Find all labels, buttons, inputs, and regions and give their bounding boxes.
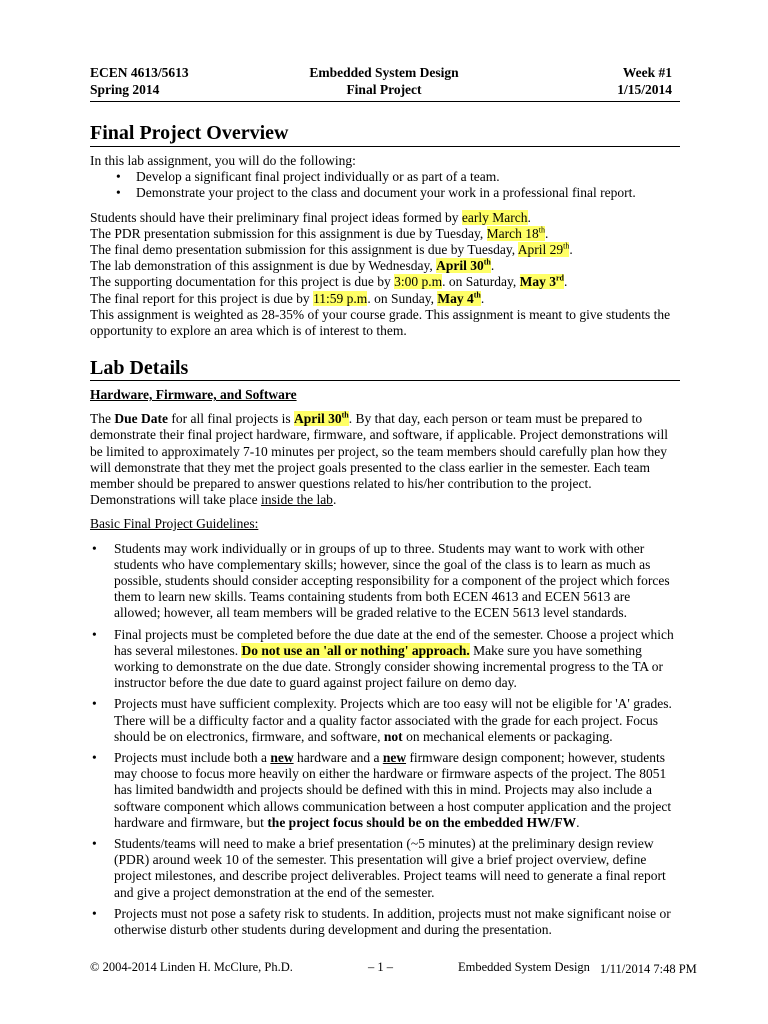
milestone-line: The lab demonstration of this assignment is due by Wednesday, April 30th. <box>90 257 495 274</box>
overview-bullet-list <box>90 169 680 201</box>
overview-heading: Final Project Overview <box>90 122 289 144</box>
footer-copyright: © 2004-2014 Linden H. McClure, Ph.D. <box>90 960 293 974</box>
lab-details-rule <box>90 380 680 381</box>
overview-rule <box>90 146 680 147</box>
milestone-line: The PDR presentation submission for this assignment is due by Tuesday, March 18th. <box>90 225 549 241</box>
guideline-item: • Projects must include both a new hardware and a new firmware design component; however, students may choose to focus more heavily on either the hardware or firmware aspects of the project. The 8051 has limited bandwidth and projects should be defined with this in mind. Projects may also include a software component which allows communication between a host computer application and the project hardware and firmware, but the project focus should be on the embedded HW/FW. <box>90 750 680 831</box>
guideline-item: • Projects must not pose a safety risk to students. In addition, projects must not make significant noise or otherwise disturb other students during development and during the presentation. <box>90 906 680 938</box>
overview-section <box>90 153 680 339</box>
guideline-item: • Students/teams will need to make a brief presentation (~5 minutes) at the preliminary design review (PDR) around week 10 of the semester. This presentation will give a brief project overview, define project milestones, and describe project deliverables. Project teams will need to generate a final report and give a project demonstration at the end of the semester. <box>90 836 680 901</box>
overview-intro: In this lab assignment, you will do the following: <box>90 153 356 168</box>
header-date: 1/15/2014 <box>617 82 672 97</box>
highlight: 11:59 p.m <box>313 290 368 306</box>
highlight: April 30th <box>436 257 491 274</box>
highlight: early March <box>461 209 528 225</box>
footer-course-title: Embedded System Design <box>458 960 590 974</box>
course-number: ECEN 4613/5613 <box>90 65 189 80</box>
lab-details-section <box>90 387 680 943</box>
weighting-text: This assignment is weighted as 28-35% of your course grade. This assignment is meant to give students the opportunity to explore an area which is of interest to them. <box>90 306 671 339</box>
overview-bullet: • Demonstrate your project to the class and document your work in a professional final report. <box>90 185 680 201</box>
milestone-line: The supporting documentation for this project is due by 3:00 p.m. on Saturday, May 3rd. <box>90 273 568 290</box>
overview-bullet: • Develop a significant final project individually or as part of a team. <box>90 169 680 185</box>
document-title: Final Project <box>346 82 422 97</box>
guideline-item: • Students may work individually or in groups of up to three. Students may want to work with other students who have complementary skills; however, since the goal of the class is to learn as much as possible, students should consider accepting responsibility for a component of the project which forces them to learn new skills. Teams containing students from both ECEN 4613 and ECEN 5613 are allowed; however, all team members will be graded relative to the ECEN 5613 level standards. <box>90 541 680 622</box>
highlight: May 4th <box>437 290 481 306</box>
highlight: March 18th <box>486 225 545 241</box>
course-term: Spring 2014 <box>90 82 160 97</box>
guideline-item: • Final projects must be completed before the due date at the end of the semester. Choose a project which has several milestones. Do not use an 'all or nothing' approach. Make sure you have something working to demonstrate on the due date. Strongly consider showing incremental progress to the TA or instructor before the due date to guard against project failure on demo day. <box>90 627 680 692</box>
course-title: Embedded System Design <box>309 65 459 80</box>
highlight: April 29th <box>517 241 570 258</box>
highlight: 3:00 p.m <box>394 274 443 290</box>
footer-page-number: – 1 – <box>368 960 393 974</box>
highlight: April 30th <box>293 410 349 427</box>
guidelines-heading: Basic Final Project Guidelines: <box>90 516 259 532</box>
week-label: Week #1 <box>622 65 672 80</box>
highlight: May 3rd <box>519 273 564 290</box>
header-rule <box>90 101 680 102</box>
milestone-line: The final demo presentation submission for this assignment is due by Tuesday, April 29th. <box>90 241 573 258</box>
guidelines-list <box>90 541 680 939</box>
header-right <box>617 64 672 98</box>
milestone-line: The final report for this project is due by 11:59 p.m. on Sunday, May 4th. <box>90 290 485 306</box>
lab-details-heading: Lab Details <box>90 357 189 379</box>
milestone-line: Students should have their preliminary final project ideas formed by early March. <box>90 209 531 225</box>
hardware-subheading: Hardware, Firmware, and Software <box>90 387 297 402</box>
footer-timestamp: 1/11/2014 7:48 PM <box>600 962 697 976</box>
highlight: Do not use an 'all or nothing' approach. <box>241 642 470 658</box>
due-date-paragraph: The Due Date for all final projects is April 30th. By that day, each person or team must be prepared to demonstrate their final project hardware, firmware, and software, if applicable. Project demonstrations will be limited to approximately 7-10 minutes per project, so the team members should carefully plan how they will demonstrate that they met the project goals presented to the class earlier in the semester. Each team member should be prepared to answer questions related to his/her contribution to the project. Demonstrations will take place inside the lab. <box>90 410 669 508</box>
guideline-item: • Projects must have sufficient complexity. Projects which are too easy will not be eligible for 'A' grades. There will be a difficulty factor and a quality factor associated with the grade for each project. Focus should be on electronics, firmware, and software, not on mechanical elements or packaging. <box>90 696 680 745</box>
